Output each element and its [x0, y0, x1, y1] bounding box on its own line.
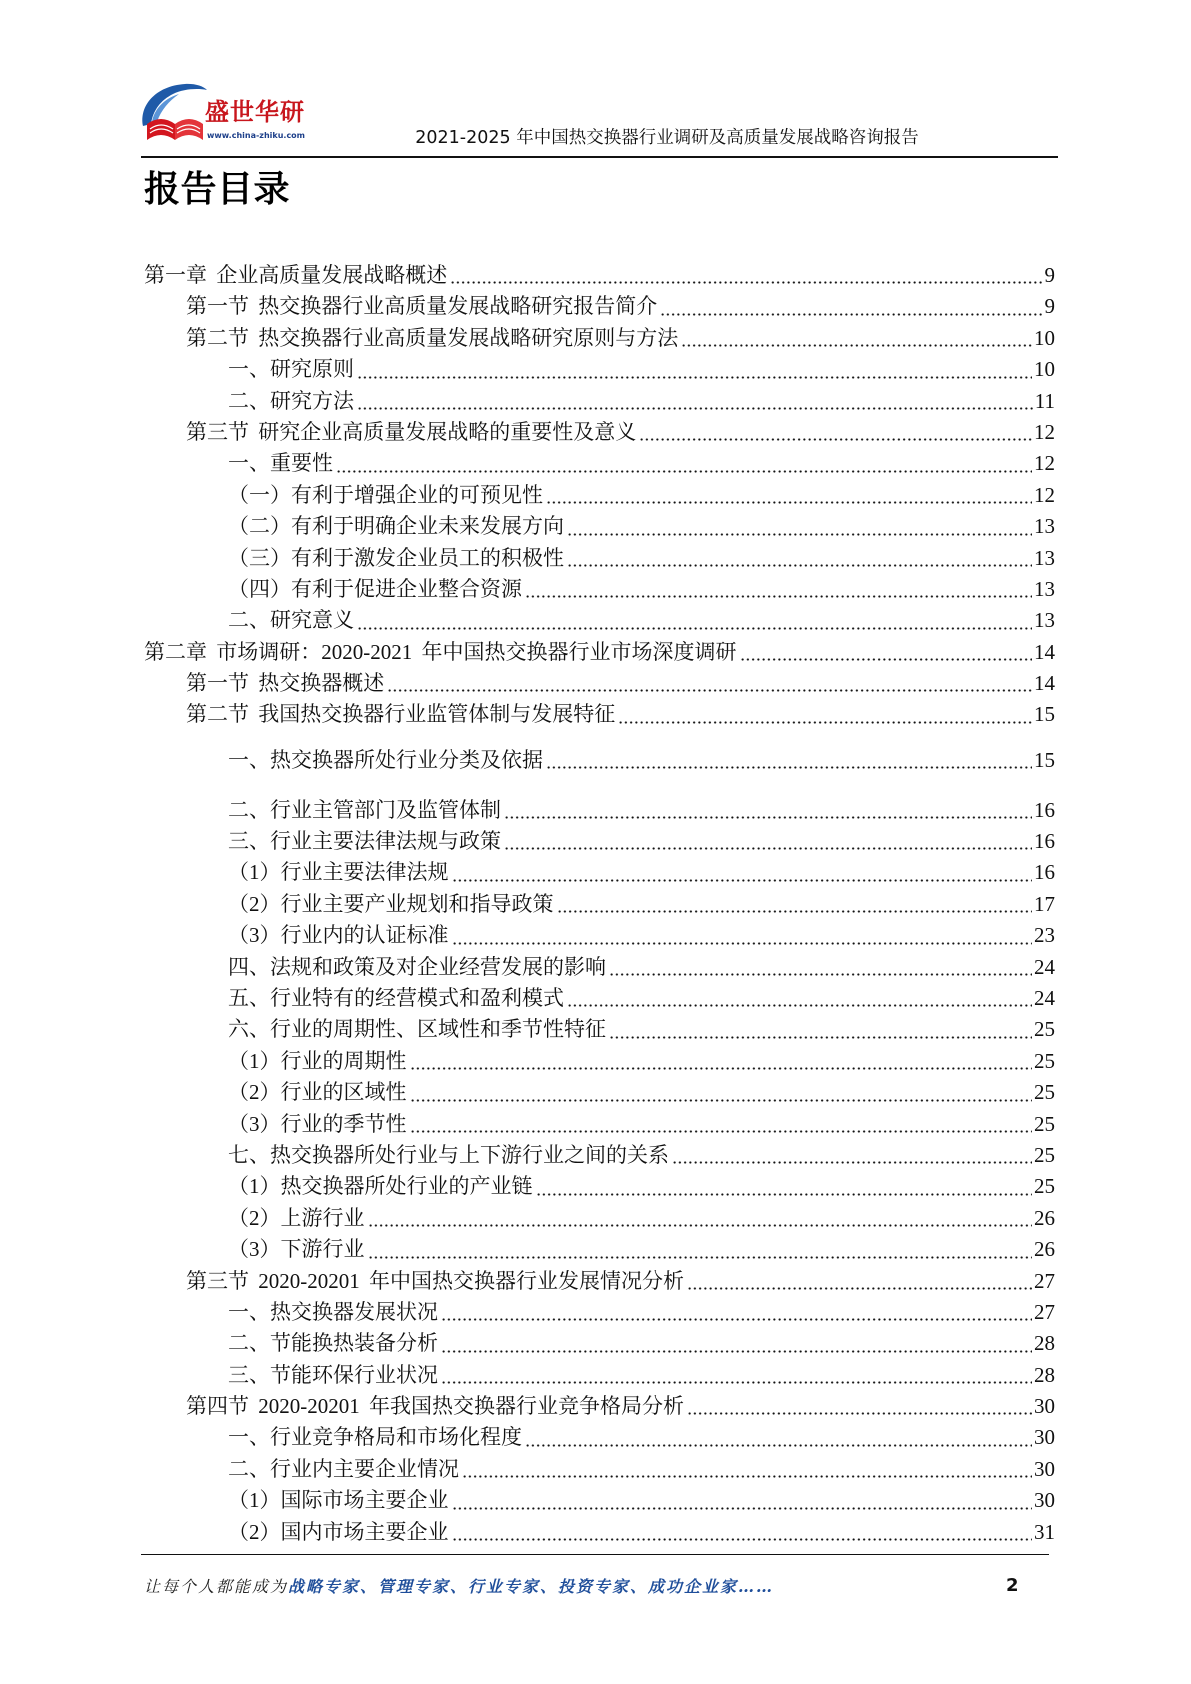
toc-entry-title: （四）有利于促进企业整合资源	[228, 576, 522, 601]
toc-page-number: 30	[1034, 1425, 1055, 1450]
dot-leader	[441, 1328, 1032, 1359]
toc-section[interactable]	[144, 699, 1055, 730]
toc-subsection[interactable]	[144, 480, 1055, 511]
toc-subsection[interactable]	[144, 1203, 1055, 1234]
toc-page-number: 10	[1034, 357, 1055, 382]
dot-leader	[687, 1266, 1032, 1297]
dot-leader	[536, 1171, 1033, 1202]
toc-subsection[interactable]	[144, 1485, 1055, 1516]
toc-page-number: 12	[1034, 482, 1055, 507]
toc-subsection[interactable]	[144, 354, 1055, 385]
toc-entry-title: （3）下游行业	[228, 1237, 365, 1262]
toc-entry-title: 一、行业竞争格局和市场化程度	[228, 1425, 522, 1450]
dot-leader	[336, 448, 1032, 479]
toc-section[interactable]	[144, 323, 1055, 354]
dot-leader	[525, 574, 1032, 605]
dot-leader	[441, 1360, 1032, 1391]
toc-entry-title: 第二节 热交换器行业高质量发展战略研究原则与方法	[186, 325, 679, 350]
dot-leader	[410, 1046, 1033, 1077]
toc-page-number: 13	[1034, 608, 1055, 633]
toc-entry-title: 一、热交换器发展状况	[228, 1299, 438, 1324]
toc-entry-title: （二）有利于明确企业未来发展方向	[228, 514, 564, 539]
toc-entry-title: 第三节 2020-20201 年中国热交换器行业发展情况分析	[186, 1268, 684, 1293]
toc-page-number: 16	[1034, 860, 1055, 885]
toc-subsection[interactable]	[144, 857, 1055, 888]
dot-leader	[452, 857, 1033, 888]
dot-leader	[504, 795, 1032, 826]
toc-entry-title: 二、研究方法	[228, 388, 354, 413]
dot-leader	[740, 637, 1033, 668]
toc-page-number: 13	[1034, 545, 1055, 570]
toc-entry-title: 二、行业主管部门及监管体制	[228, 797, 501, 822]
toc-subsection[interactable]	[144, 1360, 1055, 1391]
toc-entry-title: （1）行业的周期性	[228, 1048, 407, 1073]
header-divider	[141, 156, 1058, 158]
toc-page-number: 13	[1034, 576, 1055, 601]
brand-url: www.china-zhiku.com	[207, 131, 306, 140]
dot-leader	[672, 1140, 1032, 1171]
dot-leader	[462, 1454, 1032, 1485]
slogan-highlight: 战略专家、管理专家、行业专家、投资专家、成功企业家……	[288, 1577, 775, 1596]
dot-leader	[639, 417, 1032, 448]
toc-entry-title: 三、节能环保行业状况	[228, 1362, 438, 1387]
toc-page-number: 30	[1034, 1488, 1055, 1513]
toc-subsection[interactable]	[144, 1234, 1055, 1265]
toc-section[interactable]	[144, 1266, 1055, 1297]
dot-leader	[618, 699, 1032, 730]
toc-entry-title: 一、研究原则	[228, 357, 354, 382]
dot-leader	[410, 1077, 1033, 1108]
dot-leader	[567, 983, 1032, 1014]
dot-leader	[567, 543, 1032, 574]
toc-page-number: 15	[1034, 702, 1055, 727]
dot-leader	[557, 889, 1033, 920]
toc-subsection[interactable]	[144, 1422, 1055, 1453]
dot-leader	[452, 920, 1033, 951]
footer-divider	[141, 1554, 1049, 1555]
table-of-contents	[144, 260, 1055, 1548]
toc-page-number: 26	[1034, 1205, 1055, 1230]
footer-slogan	[144, 1578, 774, 1596]
toc-page-number: 25	[1034, 1111, 1055, 1136]
toc-entry-title: （3）行业内的认证标准	[228, 923, 449, 948]
toc-subsection[interactable]	[144, 1517, 1055, 1548]
toc-subsection[interactable]	[144, 1046, 1055, 1077]
toc-page-number: 12	[1034, 419, 1055, 444]
toc-subsection[interactable]	[144, 1109, 1055, 1140]
toc-section[interactable]	[144, 417, 1055, 448]
toc-page-number: 24	[1034, 985, 1055, 1010]
dot-leader	[410, 1109, 1033, 1140]
toc-entry-title: （3）行业的季节性	[228, 1111, 407, 1136]
toc-entry-title: 第一节 热交换器概述	[186, 671, 385, 696]
toc-entry-title: （2）行业的区域性	[228, 1080, 407, 1105]
toc-page-number: 17	[1034, 891, 1055, 916]
toc-subsection[interactable]	[144, 448, 1055, 479]
toc-entry-title: （1）行业主要法律法规	[228, 860, 449, 885]
toc-entry-title: 第一章 企业高质量发展战略概述	[144, 263, 448, 287]
dot-leader	[368, 1234, 1033, 1265]
dot-leader	[681, 323, 1032, 354]
report-title: 2021-2025 年中国热交换器行业调研及高质量发展战略咨询报告	[415, 128, 919, 148]
toc-entry-title: （2）上游行业	[228, 1205, 365, 1230]
toc-section[interactable]	[144, 291, 1055, 322]
toc-page-number: 30	[1034, 1394, 1055, 1419]
toc-entry-title: 四、法规和政策及对企业经营发展的影响	[228, 954, 606, 979]
toc-subsection[interactable]	[144, 1454, 1055, 1485]
brand-name: 盛世华研	[205, 98, 305, 126]
dot-leader	[441, 1297, 1032, 1328]
toc-page-number: 25	[1034, 1142, 1055, 1167]
toc-subsection[interactable]	[144, 386, 1055, 417]
toc-entry-title: 二、节能换热装备分析	[228, 1331, 438, 1356]
toc-entry-title: 二、研究意义	[228, 608, 354, 633]
toc-page-number: 30	[1034, 1456, 1055, 1481]
toc-page-number: 16	[1034, 797, 1055, 822]
toc-page-number: 13	[1034, 514, 1055, 539]
toc-subsection[interactable]	[144, 1328, 1055, 1359]
dot-leader	[660, 291, 1042, 322]
toc-entry-title: 三、行业主要法律法规与政策	[228, 829, 501, 854]
toc-page-number: 27	[1034, 1299, 1055, 1324]
toc-subsection[interactable]	[144, 605, 1055, 636]
toc-page-number: 14	[1034, 639, 1055, 664]
toc-entry-title: 第二节 我国热交换器行业监管体制与发展特征	[186, 702, 616, 727]
toc-entry-title: 一、热交换器所处行业分类及依据	[228, 747, 543, 772]
dot-leader	[546, 745, 1032, 776]
toc-page-number: 31	[1034, 1519, 1055, 1544]
dot-leader	[450, 260, 1042, 291]
toc-page-number: 11	[1034, 388, 1055, 413]
toc-page-number: 10	[1034, 325, 1055, 350]
dot-leader	[687, 1391, 1032, 1422]
toc-entry-title: 二、行业内主要企业情况	[228, 1456, 459, 1481]
toc-entry-title: 五、行业特有的经营模式和盈利模式	[228, 985, 564, 1010]
toc-entry-title: （2）行业主要产业规划和指导政策	[228, 891, 554, 916]
toc-page-number: 14	[1034, 671, 1055, 696]
toc-subsection[interactable]	[144, 920, 1055, 951]
toc-subsection[interactable]	[144, 1297, 1055, 1328]
dot-leader	[525, 1422, 1032, 1453]
toc-entry-title: 第四节 2020-20201 年我国热交换器行业竞争格局分析	[186, 1394, 684, 1419]
toc-entry-title: （1）国际市场主要企业	[228, 1488, 449, 1513]
toc-subsection[interactable]	[144, 1014, 1055, 1045]
toc-entry-title: 一、重要性	[228, 451, 333, 476]
toc-subsection[interactable]	[144, 1171, 1055, 1202]
toc-entry-title: （三）有利于激发企业员工的积极性	[228, 545, 564, 570]
toc-chapter[interactable]	[144, 637, 1055, 668]
dot-leader	[357, 354, 1032, 385]
dot-leader	[387, 668, 1032, 699]
toc-page-number: 12	[1034, 451, 1055, 476]
page-title: 报告目录	[144, 169, 291, 210]
toc-page-number: 9	[1044, 294, 1055, 319]
toc-section[interactable]	[144, 1391, 1055, 1422]
toc-page-number: 28	[1034, 1362, 1055, 1387]
toc-page-number: 27	[1034, 1268, 1055, 1293]
toc-page-number: 9	[1044, 263, 1055, 287]
globe-book-logo-icon	[139, 82, 211, 146]
toc-chapter[interactable]	[144, 260, 1055, 291]
toc-subsection[interactable]	[144, 574, 1055, 605]
toc-subsection[interactable]	[144, 952, 1055, 983]
dot-leader	[452, 1517, 1033, 1548]
dot-leader	[452, 1485, 1033, 1516]
toc-page-number: 24	[1034, 954, 1055, 979]
toc-entry-title: （1）热交换器所处行业的产业链	[228, 1174, 533, 1199]
toc-subsection[interactable]	[144, 826, 1055, 857]
toc-entry-title: 七、热交换器所处行业与上下游行业之间的关系	[228, 1142, 669, 1167]
toc-page-number: 26	[1034, 1237, 1055, 1262]
dot-leader	[546, 480, 1032, 511]
toc-entry-title: （2）国内市场主要企业	[228, 1519, 449, 1544]
toc-subsection[interactable]	[144, 983, 1055, 1014]
toc-page-number: 25	[1034, 1048, 1055, 1073]
page-number: 2	[1006, 1575, 1019, 1596]
toc-subsection[interactable]	[144, 1077, 1055, 1108]
dot-leader	[368, 1203, 1033, 1234]
toc-entry-title: （一）有利于增强企业的可预见性	[228, 482, 543, 507]
toc-page-number: 25	[1034, 1080, 1055, 1105]
dot-leader	[357, 605, 1032, 636]
toc-entry-title: 第一节 热交换器行业高质量发展战略研究报告简介	[186, 294, 658, 319]
toc-page-number: 15	[1034, 747, 1055, 772]
dot-leader	[357, 386, 1033, 417]
dot-leader	[567, 511, 1032, 542]
toc-subsection[interactable]	[144, 795, 1055, 826]
toc-entry-title: 第三节 研究企业高质量发展战略的重要性及意义	[186, 419, 637, 444]
slogan-prefix: 让每个人都能成为	[144, 1577, 289, 1596]
toc-subsection[interactable]	[144, 511, 1055, 542]
toc-page-number: 25	[1034, 1017, 1055, 1042]
toc-entry-title: 第二章 市场调研：2020-2021 年中国热交换器行业市场深度调研	[144, 639, 737, 664]
toc-page-number: 23	[1034, 923, 1055, 948]
toc-entry-title: 六、行业的周期性、区域性和季节性特征	[228, 1017, 606, 1042]
toc-subsection[interactable]	[144, 1140, 1055, 1171]
toc-subsection[interactable]	[144, 543, 1055, 574]
toc-subsection[interactable]	[144, 745, 1055, 776]
toc-page-number: 25	[1034, 1174, 1055, 1199]
dot-leader	[504, 826, 1032, 857]
toc-section[interactable]	[144, 668, 1055, 699]
toc-subsection[interactable]	[144, 889, 1055, 920]
toc-page-number: 28	[1034, 1331, 1055, 1356]
dot-leader	[609, 1014, 1032, 1045]
toc-page-number: 16	[1034, 829, 1055, 854]
dot-leader	[609, 952, 1032, 983]
